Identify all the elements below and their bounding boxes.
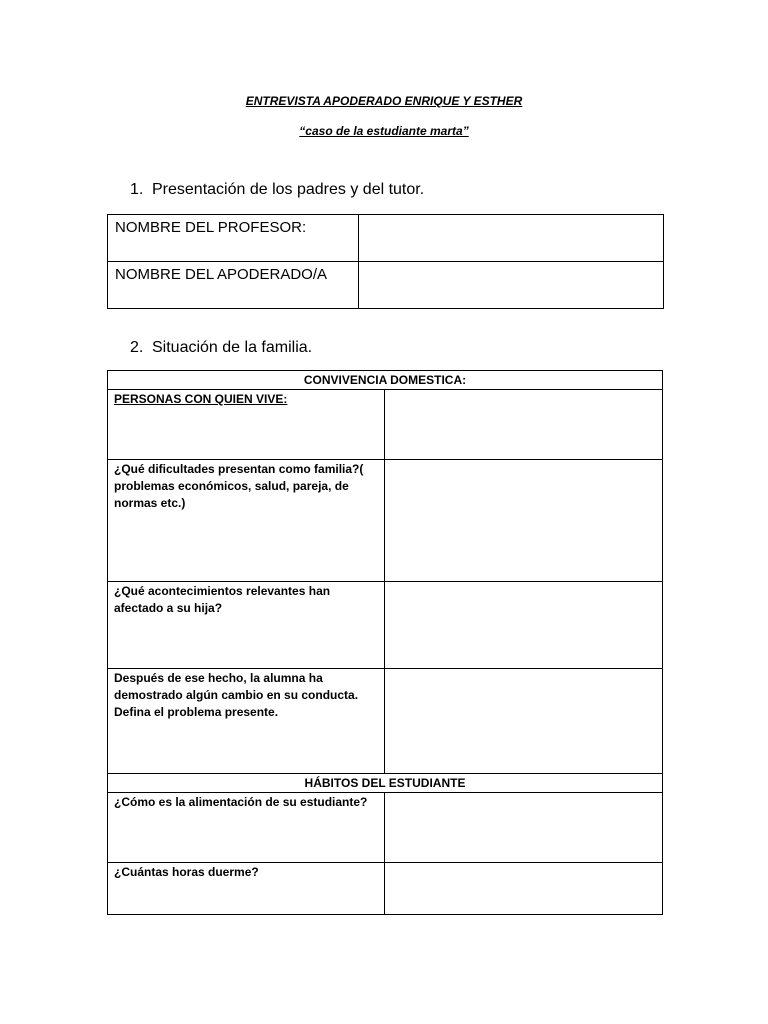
guardian-name-label: NOMBRE DEL APODERADO/A xyxy=(108,262,359,309)
lives-with-label-text: PERSONAS CON QUIEN VIVE: xyxy=(114,392,288,406)
table-row xyxy=(108,262,664,309)
guardian-name-field[interactable] xyxy=(359,262,664,309)
document-title: ENTREVISTA APODERADO ENRIQUE Y ESTHER xyxy=(245,94,523,108)
relevant-events-field[interactable] xyxy=(385,582,663,669)
section-1-heading xyxy=(130,180,424,200)
family-difficulties-field[interactable] xyxy=(385,460,663,582)
teacher-name-field[interactable] xyxy=(359,215,664,262)
family-difficulties-label: ¿Qué dificultades presentan como familia?( problemas económicos, salud, pareja, de normas etc.) xyxy=(108,460,385,582)
habits-header: HÁBITOS DEL ESTUDIANTE xyxy=(108,774,663,793)
teacher-name-label: NOMBRE DEL PROFESOR: xyxy=(108,215,359,262)
table-row xyxy=(108,793,663,863)
table-row xyxy=(108,460,663,582)
lives-with-label xyxy=(108,390,385,460)
sleep-hours-field[interactable] xyxy=(385,863,663,915)
table-row xyxy=(108,863,663,915)
family-situation-table xyxy=(107,370,663,915)
table-row xyxy=(108,390,663,460)
table-row xyxy=(108,371,663,390)
table-row xyxy=(108,215,664,262)
table-row xyxy=(108,669,663,774)
behavior-change-field[interactable] xyxy=(385,669,663,774)
nutrition-field[interactable] xyxy=(385,793,663,863)
lives-with-field[interactable] xyxy=(385,390,663,460)
table-row xyxy=(108,774,663,793)
relevant-events-label: ¿Qué acontecimientos relevantes han afectado a su hija? xyxy=(108,582,385,669)
nutrition-label: ¿Cómo es la alimentación de su estudiante? xyxy=(108,793,385,863)
section-2-title: Situación de la familia. xyxy=(152,339,313,356)
section-2-number: 2. xyxy=(130,339,144,356)
convivencia-header: CONVIVENCIA DOMESTICA: xyxy=(108,371,663,390)
behavior-change-label: Después de ese hecho, la alumna ha demostrado algún cambio en su conducta. Defina el problema presente. xyxy=(108,669,385,774)
section-1-number: 1. xyxy=(130,181,144,198)
section-1-title: Presentación de los padres y del tutor. xyxy=(152,181,425,198)
table-row xyxy=(108,582,663,669)
sleep-hours-label: ¿Cuántas horas duerme? xyxy=(108,863,385,915)
section-2-heading xyxy=(130,338,312,358)
parents-tutor-table xyxy=(107,214,664,309)
document-subtitle: “caso de la estudiante marta” xyxy=(299,124,469,138)
